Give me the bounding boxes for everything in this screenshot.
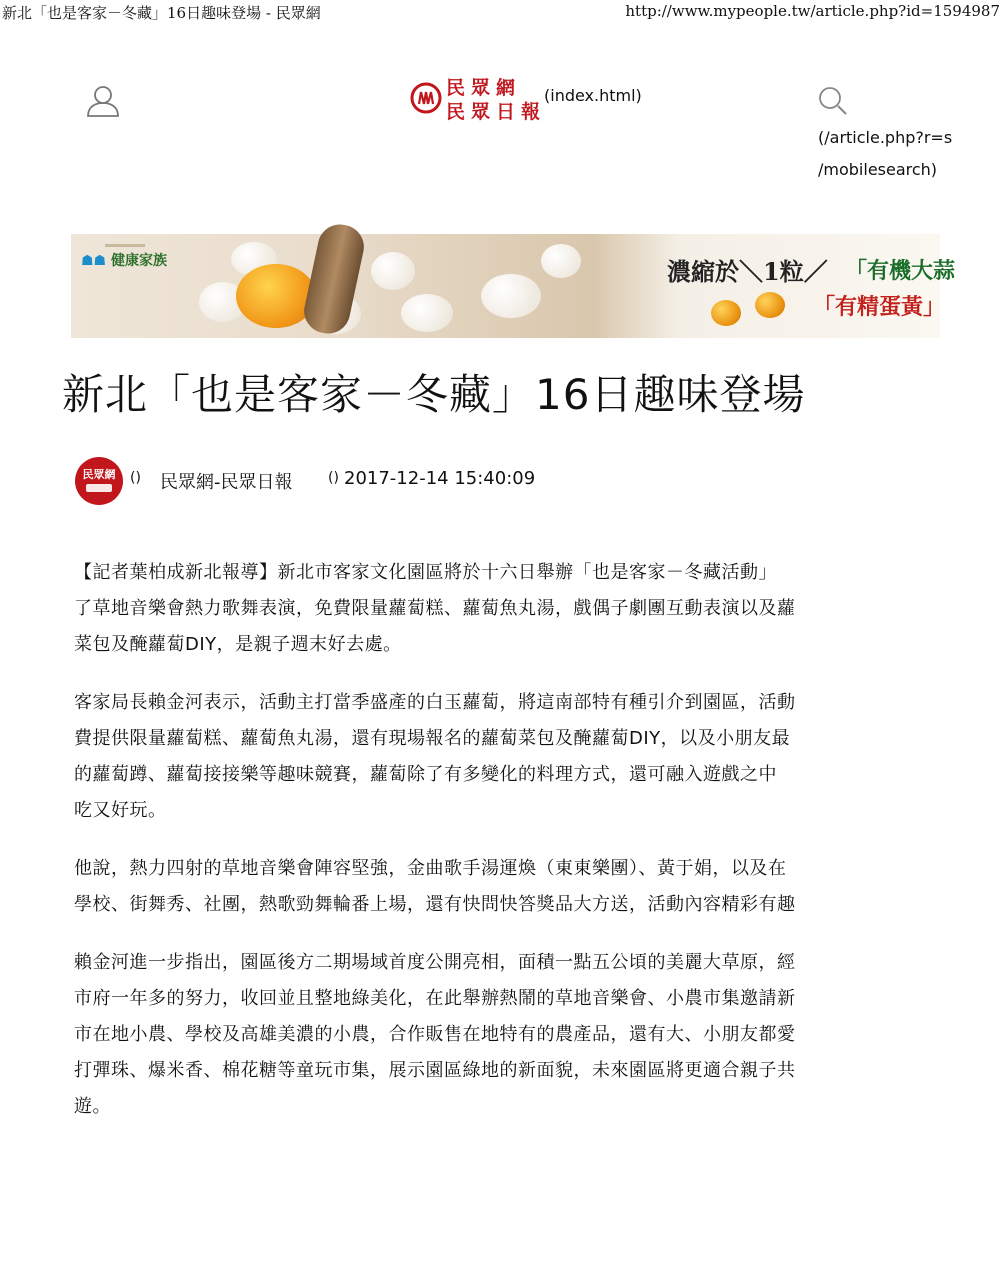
print-page-url: http://www.mypeople.tw/article.php?id=1594987 bbox=[625, 2, 1000, 20]
paragraph-line: 打彈珠、爆米香、棉花糖等童玩市集，展示園區綠地的新面貌，未來園區將更適合親子共 bbox=[74, 1060, 796, 1081]
author-name[interactable]: 民眾網-民眾日報 bbox=[160, 472, 293, 493]
avatar bbox=[74, 456, 124, 506]
paragraph-line: 【記者葉柏成新北報導】新北市客家文化園區將於十六日舉辦「也是客家－冬藏活動」 bbox=[74, 562, 777, 583]
paragraph-line: 遊。 bbox=[74, 1096, 111, 1117]
people-logo-icon bbox=[410, 82, 442, 114]
paragraph-line: 他說，熱力四射的草地音樂會陣容堅強，金曲歌手湯運煥（東東樂團）、黃于娟，以及在 bbox=[74, 858, 787, 879]
ad-banner[interactable] bbox=[71, 234, 956, 338]
search-icon[interactable] bbox=[816, 84, 850, 118]
garlic-clove bbox=[481, 274, 541, 318]
print-page-title: 新北「也是客家－冬藏」16日趣味登場 - 民眾網 bbox=[2, 4, 321, 22]
garlic-clove bbox=[541, 244, 581, 278]
paragraph bbox=[74, 851, 940, 923]
garlic-clove bbox=[371, 252, 415, 290]
paragraph-line: 費提供限量蘿蔔糕、蘿蔔魚丸湯，還有現場報名的蘿蔔菜包及醃蘿蔔DIY，以及小朋友最 bbox=[74, 728, 791, 749]
paragraph-line: 的蘿蔔蹲、蘿蔔接接樂等趣味競賽，蘿蔔除了有多變化的料理方式，還可融入遊戲之中 bbox=[74, 764, 777, 785]
capsule-icon bbox=[755, 292, 785, 318]
search-link-line-2[interactable]: /mobilesearch) bbox=[818, 160, 938, 179]
paragraph-line: 賴金河進一步指出，園區後方二期場域首度公開亮相，面積一點五公頃的美麗大草原，經 bbox=[74, 952, 796, 973]
print-header bbox=[0, 0, 1000, 22]
article-body bbox=[74, 555, 940, 1147]
paragraph-line: 市府一年多的努力，收回並且整地綠美化，在此舉辦熱鬧的草地音樂會、小農市集邀請新 bbox=[74, 988, 796, 1009]
ad-brand bbox=[81, 250, 167, 270]
ad-brand-icon: ☗☗ bbox=[81, 253, 107, 269]
paragraph bbox=[74, 555, 940, 663]
paragraph-line: 市在地小農、學校及高雄美濃的小農，合作販售在地特有的農產品，還有大、小朋友都愛 bbox=[74, 1024, 796, 1045]
paragraph bbox=[74, 945, 940, 1125]
paragraph-line: 客家局長賴金河表示，活動主打當季盛產的白玉蘿蔔，將這南部特有種引介到園區，活動 bbox=[74, 692, 796, 713]
egg-yolk bbox=[236, 264, 316, 328]
paragraph bbox=[74, 685, 940, 829]
logo-link-text[interactable]: (index.html) bbox=[544, 86, 642, 105]
paragraph-line: 學校、街舞秀、社團，熱歌勁舞輪番上場，還有快問快答獎品大方送，活動內容精彩有趣 bbox=[74, 894, 796, 915]
paragraph-line: 菜包及醃蘿蔔DIY，是親子週末好去處。 bbox=[74, 634, 402, 655]
avatar-text: 民眾網 bbox=[82, 468, 116, 481]
logo-line-1: 民眾網 bbox=[446, 77, 522, 99]
article-title: 新北「也是客家－冬藏」16日趣味登場 bbox=[62, 370, 806, 419]
ad-tag-egg-yolk: 「有精蛋黃」 bbox=[813, 294, 946, 320]
ad-tag-organic-garlic: 「有機大蒜 bbox=[845, 258, 956, 284]
ad-brand-text: 健康家族 bbox=[110, 253, 167, 269]
user-icon[interactable] bbox=[84, 82, 122, 120]
logo-text bbox=[446, 76, 546, 124]
byline-paren-1: () bbox=[130, 470, 141, 486]
byline bbox=[74, 456, 934, 506]
site-logo[interactable] bbox=[410, 76, 650, 130]
publish-date: 2017-12-14 15:40:09 bbox=[344, 468, 536, 489]
logo-line-2: 民眾日報 bbox=[446, 101, 547, 123]
paragraph-line: 吃又好玩。 bbox=[74, 800, 167, 821]
byline-paren-2: () bbox=[328, 470, 339, 486]
capsule-icon bbox=[711, 300, 741, 326]
paragraph-line: 了草地音樂會熱力歌舞表演，免費限量蘿蔔糕、蘿蔔魚丸湯，戲偶子劇團互動表演以及蘿 bbox=[74, 598, 796, 619]
search-link-line-1[interactable]: (/article.php?r=s bbox=[818, 128, 953, 147]
garlic-clove bbox=[401, 294, 453, 332]
ad-slogan: 濃縮於＼1粒／ bbox=[667, 257, 828, 286]
